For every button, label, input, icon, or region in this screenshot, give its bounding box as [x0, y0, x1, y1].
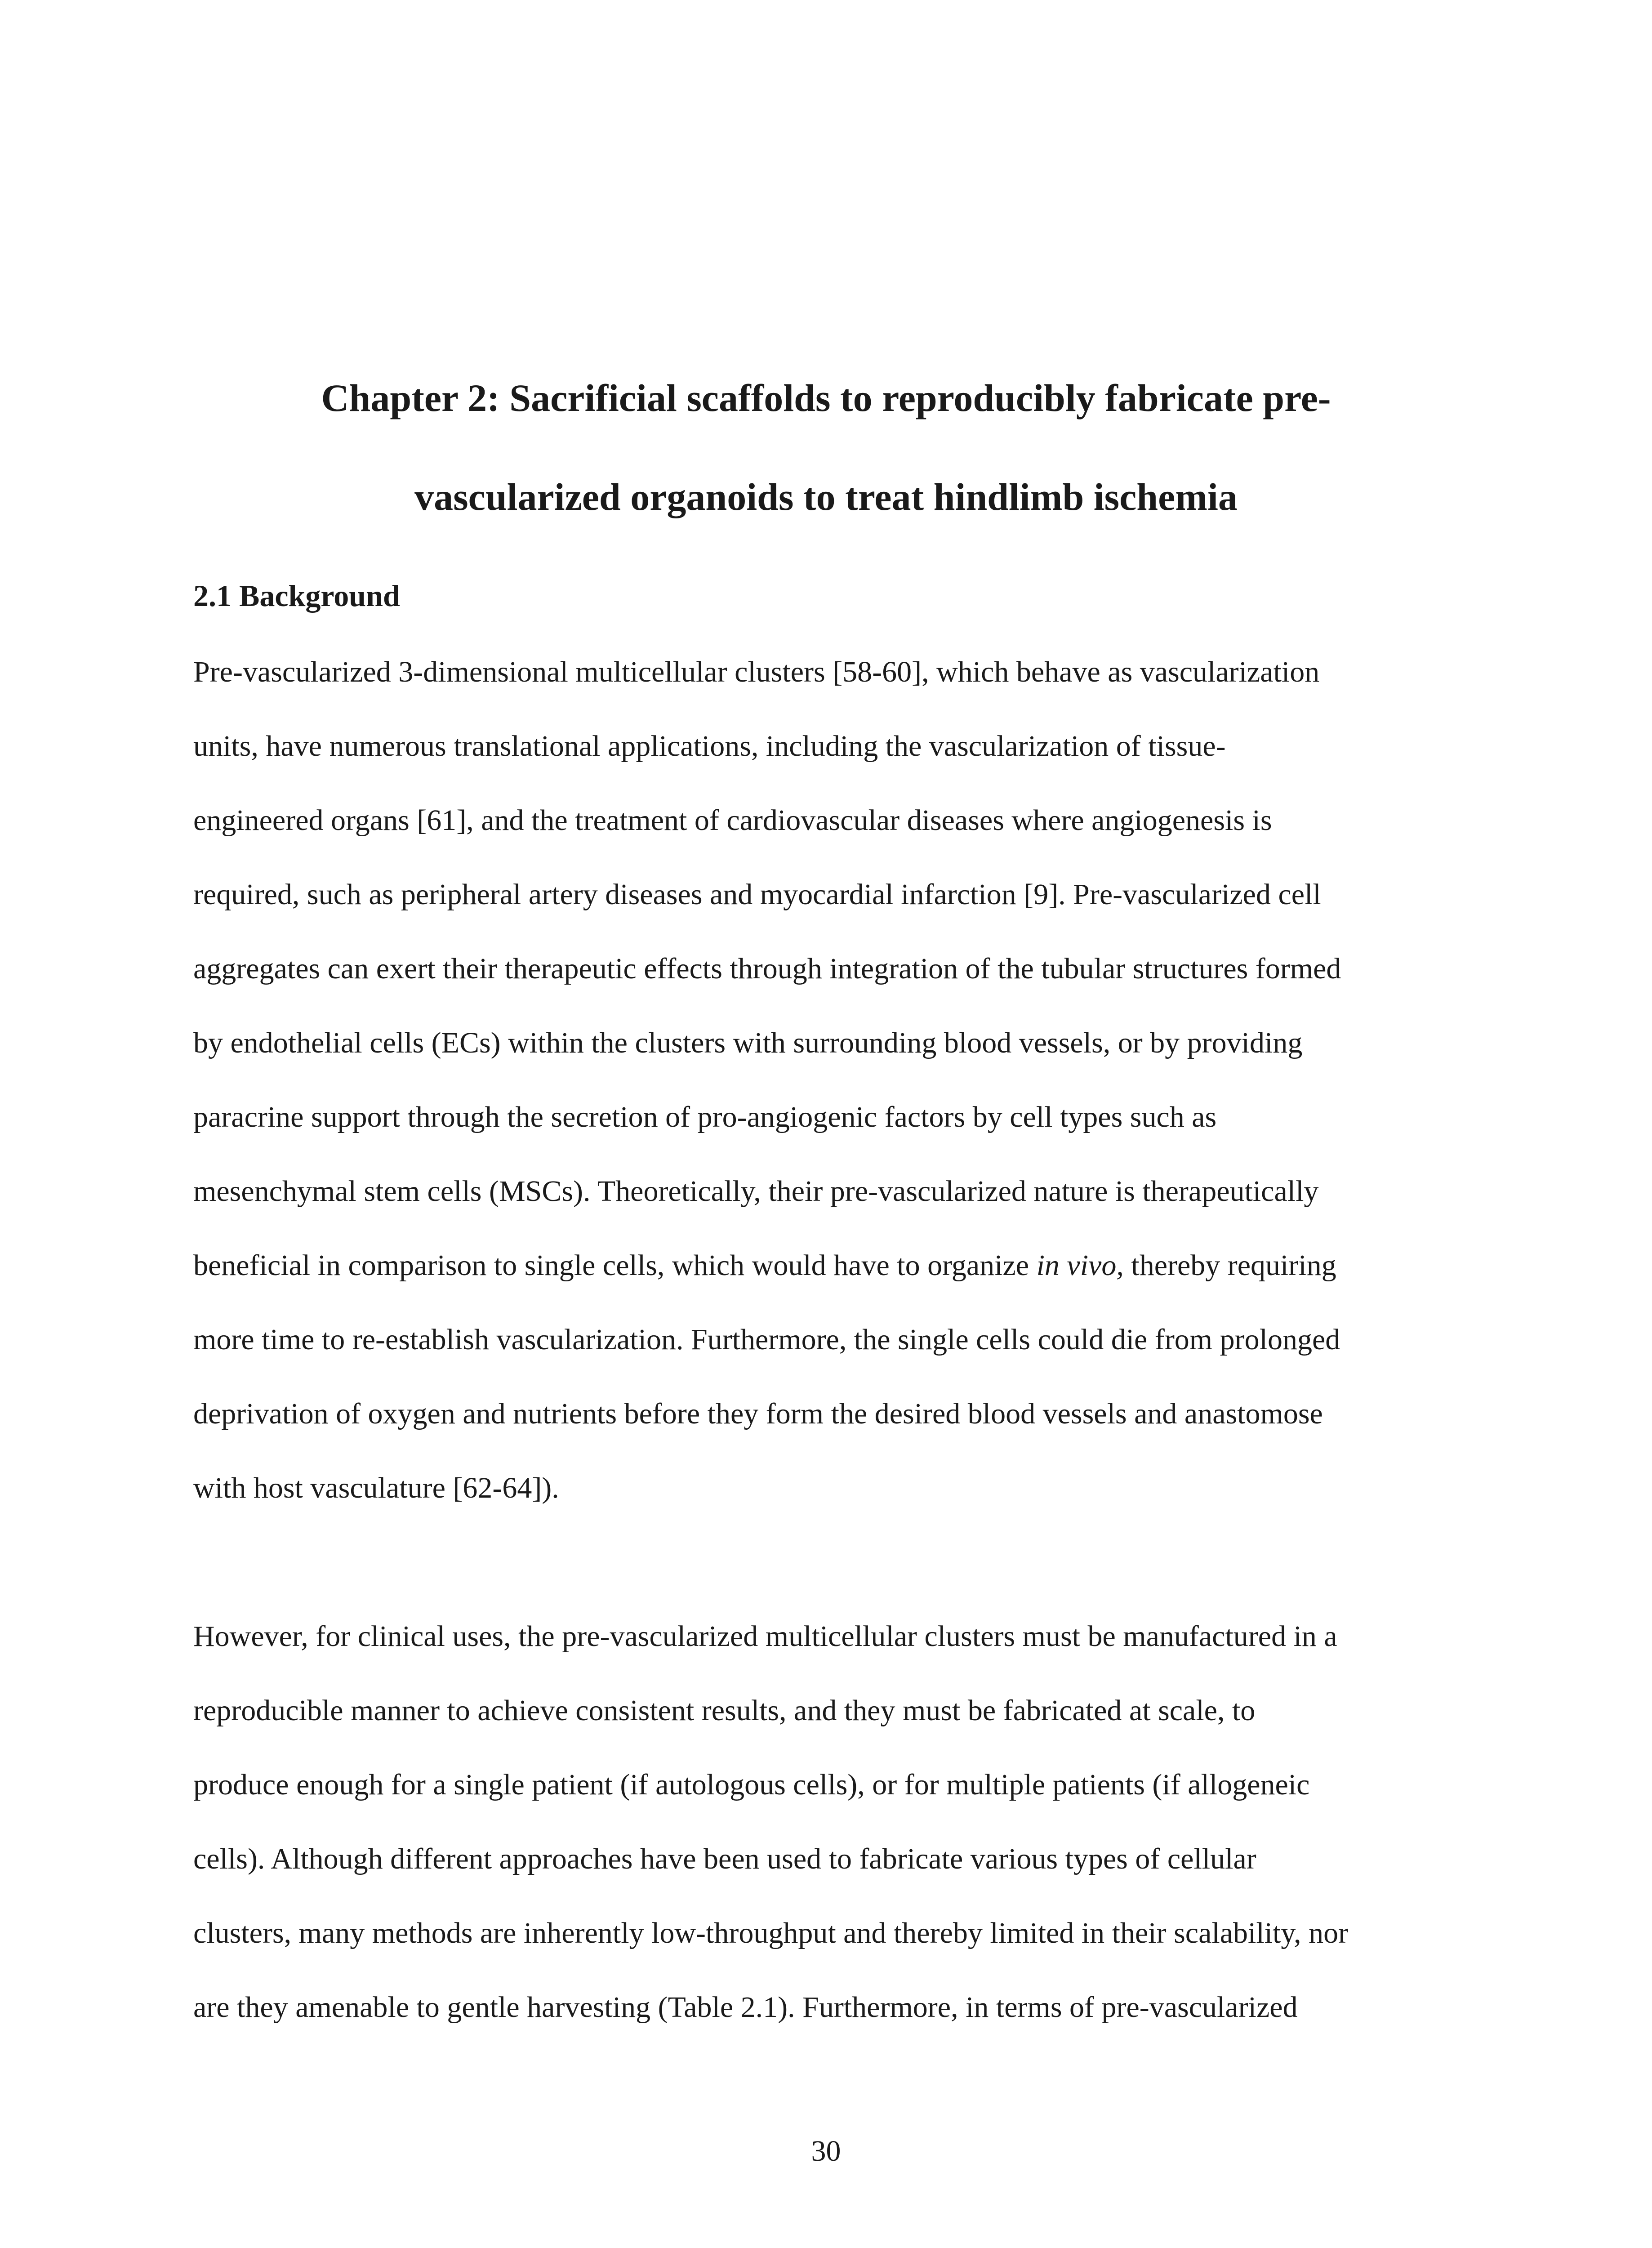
- in-vivo-italic: in vivo,: [1036, 1249, 1124, 1282]
- paragraph-1-line-1: Pre-vascularized 3-dimensional multicellular clusters [58-60], which behave as vascularization: [193, 656, 1320, 688]
- paragraph-1-line-10: more time to re-establish vascularization. Furthermore, the single cells could die from prolonged: [193, 1323, 1340, 1356]
- line-9-text-after: thereby requiring: [1123, 1249, 1336, 1282]
- page-number: 30: [811, 2135, 841, 2168]
- paragraph-1-line-4: required, such as peripheral artery diseases and myocardial infarction [9]. Pre-vascularized cell: [193, 878, 1321, 911]
- paragraph-1-line-5: aggregates can exert their therapeutic effects through integration of the tubular structures formed: [193, 952, 1341, 985]
- paragraph-2-line-1: However, for clinical uses, the pre-vascularized multicellular clusters must be manufactured in a: [193, 1620, 1337, 1653]
- line-9-text-before: beneficial in comparison to single cells, which would have to organize: [193, 1249, 1037, 1282]
- paragraph-2-line-2: reproducible manner to achieve consistent results, and they must be fabricated at scale, to: [193, 1694, 1256, 1727]
- paragraph-2-line-4: cells). Although different approaches have been used to fabricate various types of cellular: [193, 1842, 1256, 1875]
- paragraph-1-line-8: mesenchymal stem cells (MSCs). Theoretically, their pre-vascularized nature is therapeutically: [193, 1175, 1319, 1208]
- paragraph-1-line-2: units, have numerous translational applications, including the vascularization of tissue-: [193, 730, 1226, 763]
- paragraph-2-line-3: produce enough for a single patient (if autologous cells), or for multiple patients (if allogeneic: [193, 1768, 1310, 1801]
- paragraph-2-line-6: are they amenable to gentle harvesting (Table 2.1). Furthermore, in terms of pre-vascularized: [193, 1991, 1298, 2024]
- paragraph-2-line-5: clusters, many methods are inherently low-throughput and thereby limited in their scalability, nor: [193, 1917, 1349, 1949]
- paragraph-1-line-9: [193, 1248, 1336, 1284]
- chapter-title-line-2: vascularized organoids to treat hindlimb ischemia: [414, 475, 1238, 518]
- paragraph-1-line-6: by endothelial cells (ECs) within the clusters with surrounding blood vessels, or by providing: [193, 1026, 1303, 1059]
- paragraph-1-line-7: paracrine support through the secretion of pro-angiogenic factors by cell types such as: [193, 1101, 1217, 1133]
- paragraph-1-line-3: engineered organs [61], and the treatment of cardiovascular diseases where angiogenesis is: [193, 804, 1272, 837]
- section-heading: 2.1 Background: [193, 579, 400, 613]
- paragraph-1-line-11: deprivation of oxygen and nutrients before they form the desired blood vessels and anastomose: [193, 1397, 1323, 1430]
- chapter-title-line-1: Chapter 2: Sacrificial scaffolds to reproducibly fabricate pre-: [321, 376, 1331, 419]
- paragraph-1-line-12: with host vasculature [62-64]).: [193, 1472, 559, 1504]
